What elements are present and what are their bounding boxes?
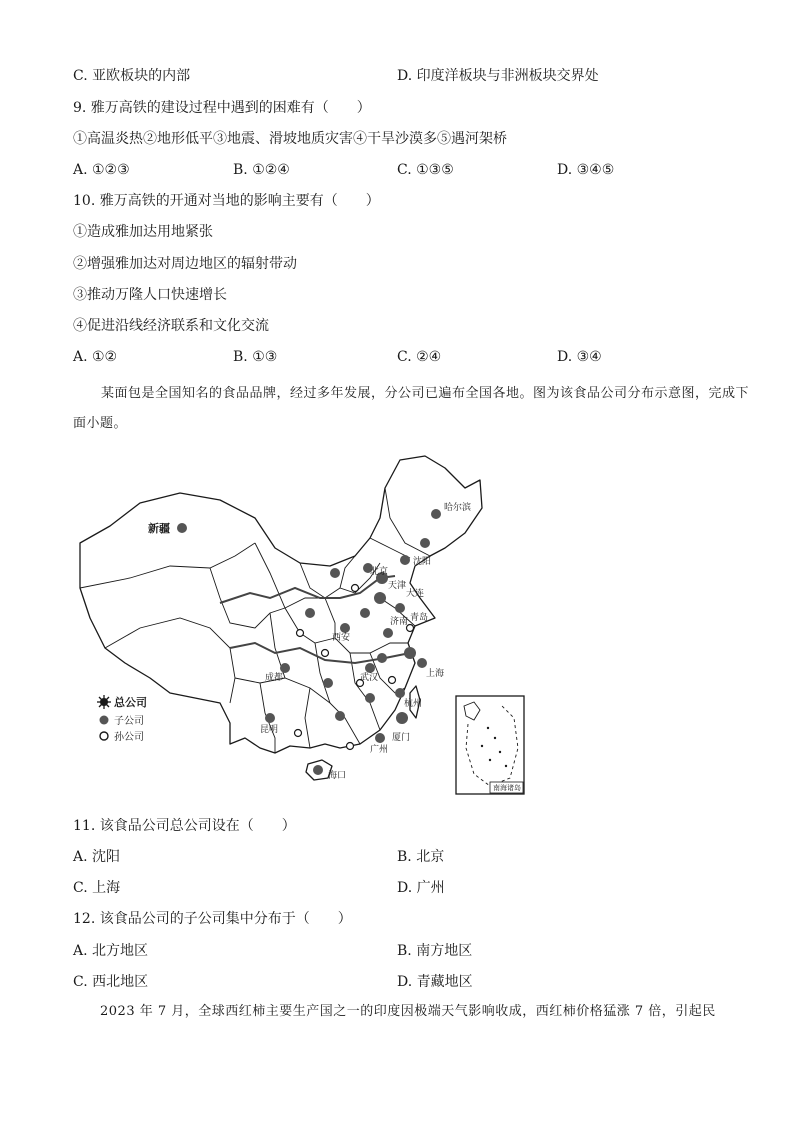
q12-option-b: B. 南方地区	[397, 943, 473, 959]
label-kunming: 昆明	[260, 725, 279, 735]
marker-taiyuan	[360, 608, 370, 618]
label-xian: 西安	[332, 633, 351, 643]
sub-company-icon	[100, 716, 109, 725]
china-map-svg	[70, 448, 530, 798]
marker-xian	[340, 623, 350, 633]
label-guangzhou: 广州	[370, 745, 389, 755]
label-tianjin: 天津	[388, 581, 407, 591]
marker-chengdu	[280, 663, 290, 673]
q10-stem: 10. 雅万高铁的开通对当地的影响主要有（ ）	[73, 193, 380, 209]
label-haerbin: 哈尔滨	[444, 503, 472, 513]
map-legend	[97, 695, 147, 743]
q11-stem: 11. 该食品公司总公司设在（ ）	[73, 818, 296, 834]
q12-option-a: A. 北方地区	[73, 943, 149, 959]
q9-option-b: B. ①②④	[233, 162, 290, 178]
q9-stem: 9. 雅万高铁的建设过程中遇到的困难有（ ）	[73, 100, 371, 116]
q11-option-d: D. 广州	[397, 880, 445, 896]
label-chengdu: 成都	[265, 673, 284, 683]
label-shenyang: 沈阳	[413, 557, 432, 567]
q11-option-c: C. 上海	[73, 880, 121, 896]
q12-option-d: D. 青藏地区	[397, 974, 473, 990]
label-qingdao: 青岛	[410, 613, 429, 623]
grand-company-icon	[100, 732, 108, 740]
q11-option-b: B. 北京	[397, 849, 445, 865]
legend-hq-label: 总公司	[114, 696, 147, 709]
marker-yinchuan	[330, 568, 340, 578]
q12-option-c: C. 西北地区	[73, 974, 149, 990]
marker-shijiazhuang	[374, 592, 386, 604]
q9-option-a: A. ①②③	[73, 162, 130, 178]
marker-shenyang	[400, 555, 410, 565]
marker-haerbin	[431, 509, 441, 519]
marker-nanchang	[365, 693, 375, 703]
label-xiamen: 厦门	[392, 733, 411, 743]
label-jinan: 济南	[390, 617, 409, 627]
label-beijing: 北京	[370, 567, 389, 577]
marker-guiyang	[335, 711, 345, 721]
material-passage-2: 2023 年 7 月，全球西红柿主要生产国之一的印度因极端天气影响收成，西红柿价格猛涨 7 倍，引起民	[100, 1004, 716, 1019]
legend-grand-label: 孙公司	[114, 732, 144, 743]
q10-option-c: C. ②④	[397, 349, 442, 365]
marker-kunming	[265, 713, 275, 723]
marker-guangzhou	[375, 733, 385, 743]
q12-stem: 12. 该食品公司的子公司集中分布于（ ）	[73, 911, 352, 927]
marker-lanzhou	[305, 608, 315, 618]
label-xinjiang: 新疆	[148, 522, 170, 535]
q10-item-4: ④促进沿线经济联系和文化交流	[73, 318, 269, 334]
q9-items: ①高温炎热②地形低平③地震、滑坡地质灾害④干旱沙漠多⑤遇河架桥	[73, 131, 507, 147]
q10-option-a: A. ①②	[73, 349, 118, 365]
q9-option-d: D. ③④⑤	[557, 162, 615, 178]
label-wuhan: 武汉	[360, 673, 379, 683]
company-distribution-map	[70, 448, 530, 798]
marker-zhengzhou	[383, 628, 393, 638]
label-shanghai: 上海	[426, 669, 445, 679]
q8-option-d: D. 印度洋板块与非洲板块交界处	[397, 68, 599, 84]
legend-sub-label: 子公司	[114, 716, 144, 727]
q8-option-c: C. 亚欧板块的内部	[73, 68, 191, 84]
marker-wuhan	[365, 663, 375, 673]
q10-item-1: ①造成雅加达用地紧张	[73, 224, 213, 240]
marker-hangzhou	[395, 688, 405, 698]
marker-shanghai	[417, 658, 427, 668]
q11-option-a: A. 沈阳	[73, 849, 121, 865]
q9-option-c: C. ①③⑤	[397, 162, 454, 178]
marker-hefei	[377, 653, 387, 663]
q10-item-2: ②增强雅加达对周边地区的辐射带动	[73, 256, 297, 272]
marker-jinan	[395, 603, 405, 613]
marker-fuzhou	[396, 712, 408, 724]
q10-option-d: D. ③④	[557, 349, 602, 365]
marker-chongqing	[323, 678, 333, 688]
label-haikou: 海口	[328, 771, 347, 781]
label-dalian: 大连	[406, 589, 425, 599]
inset-label: 南海诸岛	[493, 784, 521, 792]
marker-changchun	[420, 538, 430, 548]
material-passage: 某面包是全国知名的食品品牌，经过多年发展，分公司已遍布全国各地。图为该食品公司分布示意图，完成下面小题。	[73, 386, 750, 431]
marker-xinjiang	[177, 523, 187, 533]
south-china-sea-inset	[456, 696, 524, 794]
marker-haikou	[313, 765, 323, 775]
q10-option-b: B. ①③	[233, 349, 278, 365]
q10-item-3: ③推动万隆人口快速增长	[73, 287, 227, 303]
marker-nanjing	[404, 647, 416, 659]
hq-star-icon	[97, 695, 111, 709]
label-hangzhou: 杭州	[404, 699, 423, 709]
